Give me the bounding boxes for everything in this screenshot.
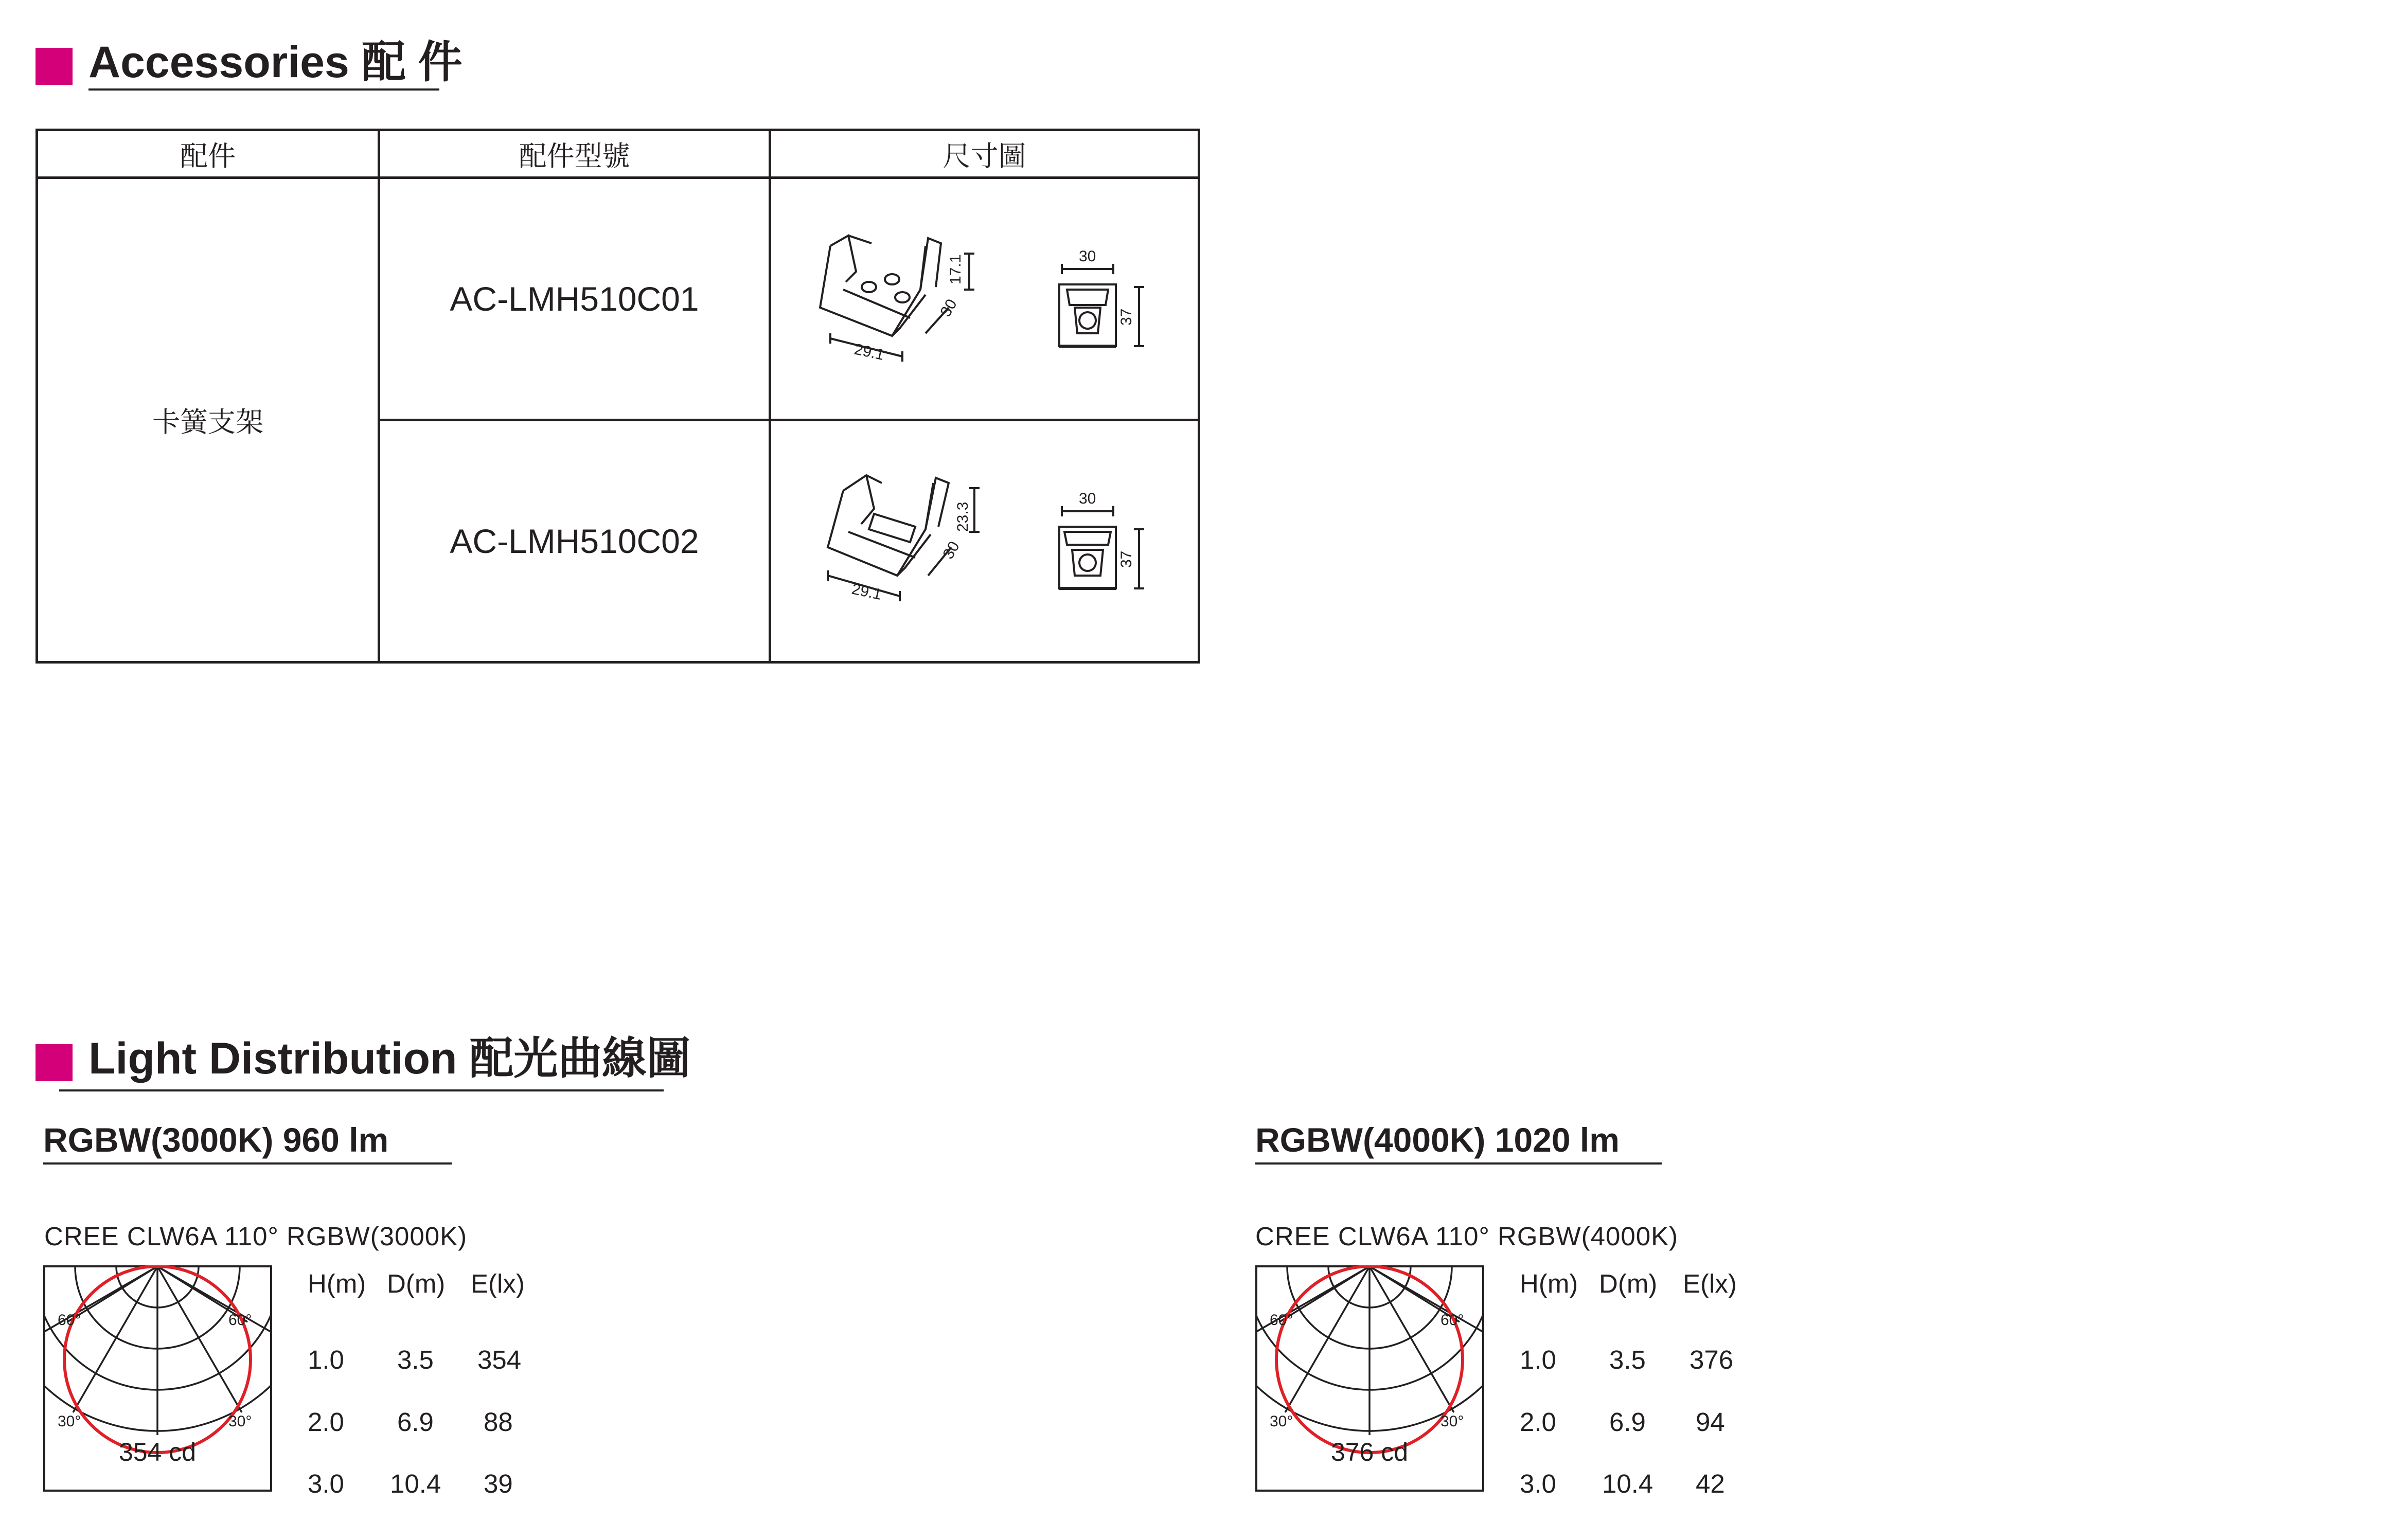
table-header-e: E(lx) — [1683, 1269, 1737, 1298]
angle-label: 60° — [1270, 1312, 1293, 1329]
ld-block-title: RGBW(3000K) 960 lm — [43, 1121, 389, 1159]
table-header-h: H(m) — [308, 1269, 366, 1298]
accessories-table — [35, 129, 1200, 664]
dim-depth: 30 — [937, 296, 961, 320]
cell-e: 39 — [484, 1469, 513, 1498]
cell-e: 376 — [1690, 1345, 1734, 1374]
model-number: AC-LMH510C02 — [379, 420, 770, 662]
cell-d: 6.9 — [1609, 1407, 1646, 1437]
cell-d: 10.4 — [390, 1469, 441, 1498]
polar-diagram — [43, 1265, 272, 1492]
dim-width: 29.1 — [850, 580, 883, 603]
heading-underline — [88, 88, 439, 91]
ld-title-underline — [43, 1162, 452, 1165]
peak-intensity-label: 354 cd — [118, 1438, 197, 1466]
cell-h: 2.0 — [1520, 1407, 1556, 1437]
light-distribution-heading: Light Distribution 配光曲線圖 — [88, 1034, 691, 1083]
dim-width: 29.1 — [852, 341, 886, 364]
model-number: AC-LMH510C01 — [379, 178, 770, 420]
cell-h: 3.0 — [308, 1469, 344, 1498]
section-marker — [35, 48, 73, 85]
cell-e: 42 — [1696, 1469, 1725, 1498]
clip-bracket-drawing — [771, 421, 1200, 661]
ld-block-title: RGBW(4000K) 1020 lm — [1255, 1121, 1620, 1159]
clip-bracket-drawing — [771, 179, 1200, 419]
accessories-heading: Accessories 配 件 — [88, 38, 463, 87]
cell-h: 1.0 — [308, 1345, 344, 1374]
header-accessory: 配件 — [37, 130, 379, 178]
table-header-row — [37, 130, 1199, 178]
table-header-e: E(lx) — [471, 1269, 525, 1298]
angle-label: 30° — [228, 1413, 252, 1430]
cell-d: 10.4 — [1602, 1469, 1653, 1498]
cell-e: 354 — [477, 1345, 522, 1374]
heading-underline — [59, 1089, 664, 1091]
dimension-drawing — [770, 178, 1199, 420]
peak-intensity-label: 376 cd — [1330, 1438, 1409, 1466]
angle-label: 60° — [1441, 1312, 1464, 1329]
dim-front-width: 30 — [1079, 248, 1096, 265]
angle-label: 60° — [228, 1312, 252, 1329]
section-marker — [35, 1044, 73, 1081]
table-row — [37, 178, 1199, 420]
cell-d: 3.5 — [397, 1345, 434, 1374]
accessory-name: 卡簧支架 — [37, 178, 379, 662]
table-header-d: D(m) — [387, 1269, 446, 1298]
dim-height: 17.1 — [947, 254, 964, 284]
cell-e: 88 — [484, 1407, 513, 1437]
dim-front-width: 30 — [1079, 490, 1096, 507]
ld-caption: CREE CLW6A 110° RGBW(3000K) — [44, 1222, 468, 1251]
angle-label: 30° — [58, 1413, 81, 1430]
table-header-h: H(m) — [1520, 1269, 1578, 1298]
ld-caption: CREE CLW6A 110° RGBW(4000K) — [1255, 1222, 1679, 1251]
polar-diagram — [1255, 1265, 1484, 1492]
angle-label: 30° — [1270, 1413, 1293, 1430]
cell-h: 3.0 — [1520, 1469, 1556, 1498]
dim-height: 23.3 — [954, 502, 971, 532]
angle-label: 60° — [58, 1312, 81, 1329]
dim-depth: 30 — [939, 539, 963, 562]
cell-h: 1.0 — [1520, 1345, 1556, 1374]
dim-front-height: 37 — [1118, 308, 1135, 326]
dim-front-height: 37 — [1118, 550, 1135, 568]
cell-d: 3.5 — [1609, 1345, 1646, 1374]
cell-e: 94 — [1696, 1407, 1725, 1437]
header-model: 配件型號 — [379, 130, 770, 178]
cell-d: 6.9 — [397, 1407, 434, 1437]
header-dimension: 尺寸圖 — [770, 130, 1199, 178]
cell-h: 2.0 — [308, 1407, 344, 1437]
angle-label: 30° — [1441, 1413, 1464, 1430]
ld-title-underline — [1255, 1162, 1662, 1165]
table-header-d: D(m) — [1599, 1269, 1658, 1298]
dimension-drawing — [770, 420, 1199, 662]
